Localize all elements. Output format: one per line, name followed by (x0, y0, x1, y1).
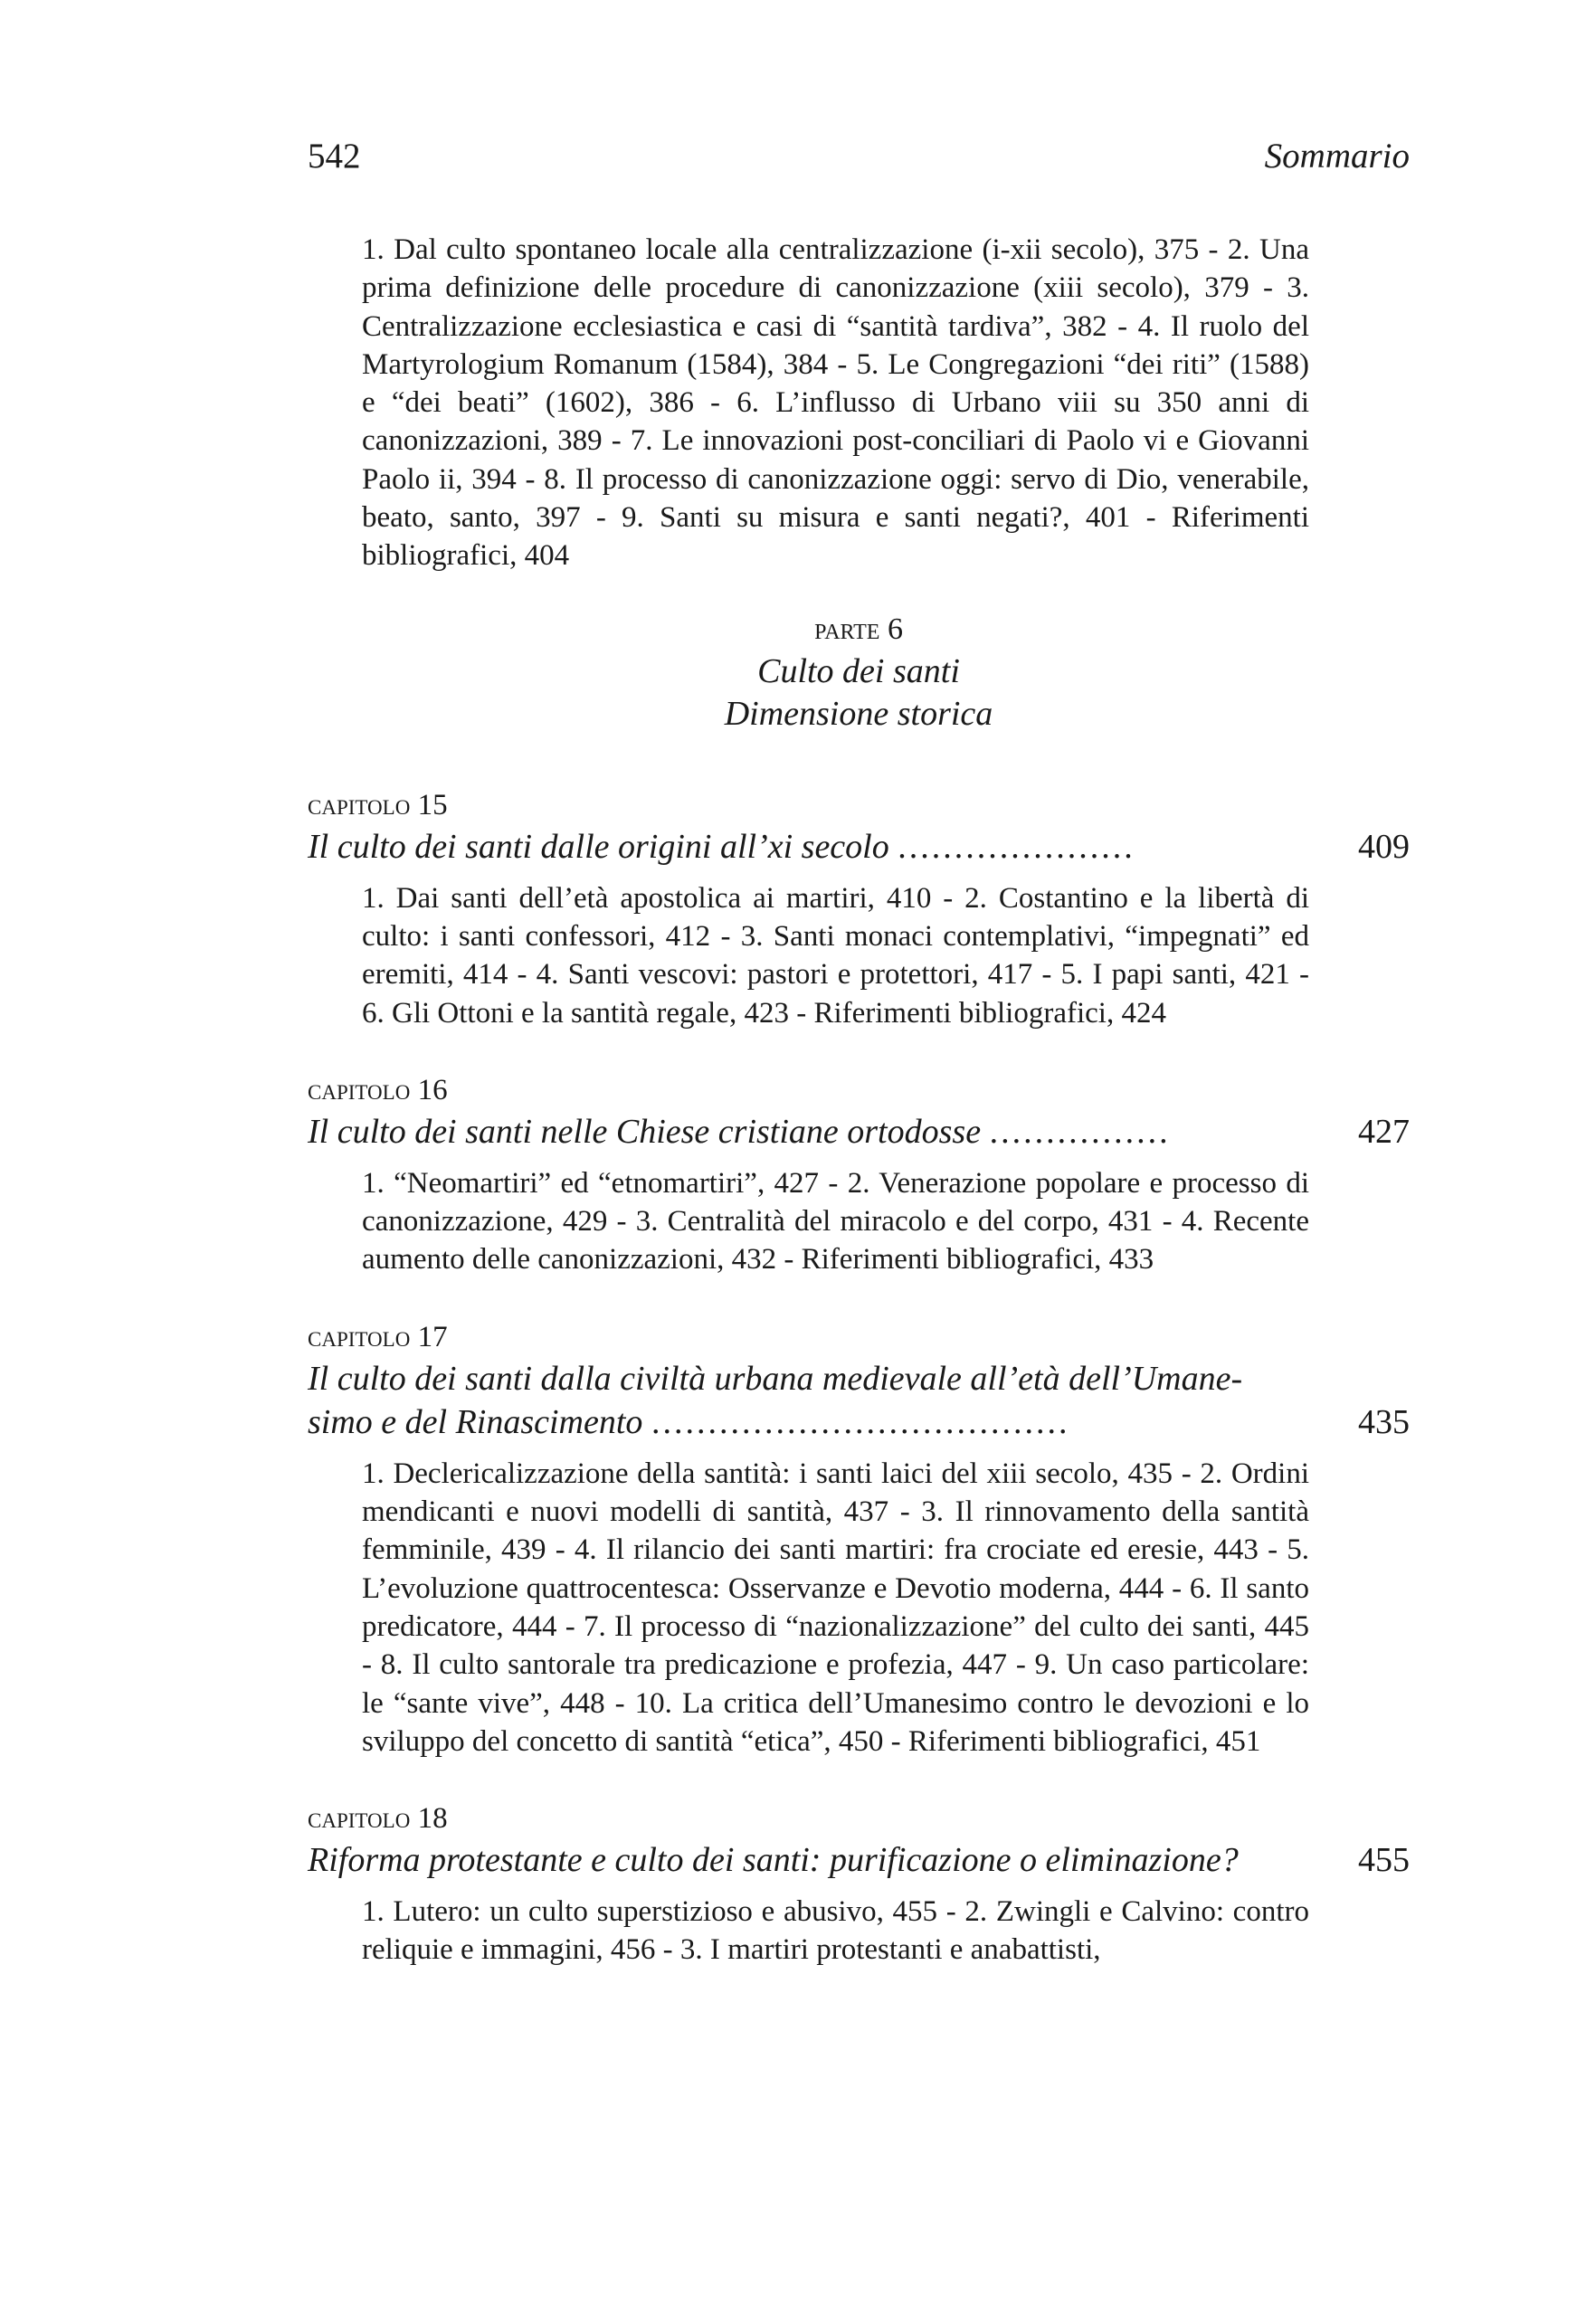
chapter-title-line-1: Il culto dei santi dalla civiltà urbana medievale all’età dell’Umane- (308, 1359, 1243, 1398)
chapter-title-row[interactable] (308, 1110, 1410, 1153)
part-number: 6 (887, 612, 903, 646)
chapter-number: 18 (417, 1802, 448, 1836)
chapter-summary-text: 1. Lutero: un culto superstizioso e abusivo, 455 - 2. Zwingli e Calvino: contro reliquie e immagini, 456 - 3. I martiri protestanti e anabattisti, (362, 1895, 1309, 1967)
chapter-entry-18 (308, 1799, 1410, 1970)
chapter-entry-17 (308, 1317, 1410, 1761)
table-of-contents (308, 231, 1410, 1970)
previous-chapter-summary (362, 231, 1309, 575)
chapter-title: Riforma protestante e culto dei santi: purificazione o eliminazione? (308, 1841, 1239, 1880)
chapter-entry-16 (308, 1070, 1410, 1279)
chapter-title-row[interactable] (308, 1838, 1410, 1882)
chapter-summary-text: 1. Dal culto spontaneo locale alla centralizzazione (i-xii secolo), 375 - 2. Una prima definizione delle procedure di canonizzazione (xiii secolo), 379 - 3. Centralizzazione ecclesiastica e casi di “santità tardiva”, 382 - 4. Il ruolo del Martyrologium Romanum (1584), 384 - 5. Le Congregazioni “dei riti” (1588) e “dei beati” (1602), 386 - 6. L’influsso di Urbano viii su 350 anni di canonizzazioni, 389 - 7. Le innovazioni post-conciliari di Paolo vi e Giovanni Paolo ii, 394 - 8. Il processo di canonizzazione oggi: servo di Dio, venerabile, beato, santo, 397 - 9. Santi su misura e santi negati?, 401 - Riferimenti bibliografici, 404 (362, 233, 1309, 573)
leader-dots: ..................................... (651, 1402, 1070, 1441)
page-number: 542 (308, 137, 361, 176)
chapter-title-row[interactable] (308, 1400, 1410, 1444)
chapter-title: Il culto dei santi dalle origini all’xi secolo (308, 827, 889, 866)
chapter-page-number: 435 (1358, 1402, 1410, 1441)
chapter-page-number: 455 (1358, 1841, 1410, 1880)
chapter-summary-text: 1. “Neomartiri” ed “etnomartiri”, 427 - 2. Venerazione popolare e processo di canonizzazione, 429 - 3. Centralità del miracolo e del corpo, 431 - 4. Recente aumento delle canonizzazioni, 432 - Riferimenti bibliografici, 433 (362, 1166, 1309, 1277)
chapter-title: simo e del Rinascimento (308, 1402, 643, 1441)
chapter-number: 16 (417, 1073, 448, 1106)
chapter-number: 15 (417, 788, 448, 821)
leader-dots: ..................... (898, 827, 1135, 866)
chapter-number: 17 (417, 1320, 448, 1353)
running-title: Sommario (1264, 137, 1410, 176)
page-header (308, 136, 1410, 186)
chapter-summary-text: 1. Declericalizzazione della santità: i santi laici del xiii secolo, 435 - 2. Ordini mendicanti e nuovi modelli di santità, 437 - 3. Il rinnovamento della santità femminile, 439 - 4. Il rilancio dei santi martiri: fra crociate ed eresie, 443 - 5. L’evoluzione quattrocentesca: Osservanze e Devotio moderna, 444 - 6. Il santo predicatore, 444 - 7. Il processo di “nazionalizzazione” del culto dei santi, 445 - 8. Il culto santorale tra predicazione e profezia, 447 - 9. Un caso particolare: le “sante vive”, 448 - 10. La critica dell’Umanesimo contro le devozioni e lo sviluppo del concetto di santità “etica”, 450 - Riferimenti bibliografici, 451 (362, 1457, 1309, 1758)
chapter-summary-text: 1. Dai santi dell’età apostolica ai martiri, 410 - 2. Costantino e la libertà di culto: i santi confessori, 412 - 3. Santi monaci contemplativi, “impegnati” ed eremiti, 414 - 4. Santi vescovi: pastori e protettori, 417 - 5. I papi santi, 421 - 6. Gli Ottoni e la santità regale, 423 - Riferimenti bibliografici, 424 (362, 881, 1309, 1030)
chapter-title-row[interactable] (308, 825, 1410, 868)
chapter-entry-15 (308, 785, 1410, 1032)
chapter-page-number: 409 (1358, 827, 1410, 866)
part-label: parte (814, 612, 880, 646)
leader-dots: ................ (989, 1112, 1171, 1151)
chapter-label: capitolo (308, 788, 411, 821)
chapter-label: capitolo (308, 1320, 411, 1353)
part-title-line-2: Dimensione storica (724, 694, 993, 733)
part-heading (308, 608, 1410, 736)
chapter-title: Il culto dei santi nelle Chiese cristiane ortodosse (308, 1112, 982, 1151)
part-title-line-1: Culto dei santi (757, 651, 960, 690)
chapter-page-number: 427 (1358, 1112, 1410, 1151)
chapter-label: capitolo (308, 1802, 411, 1836)
chapter-label: capitolo (308, 1073, 411, 1106)
